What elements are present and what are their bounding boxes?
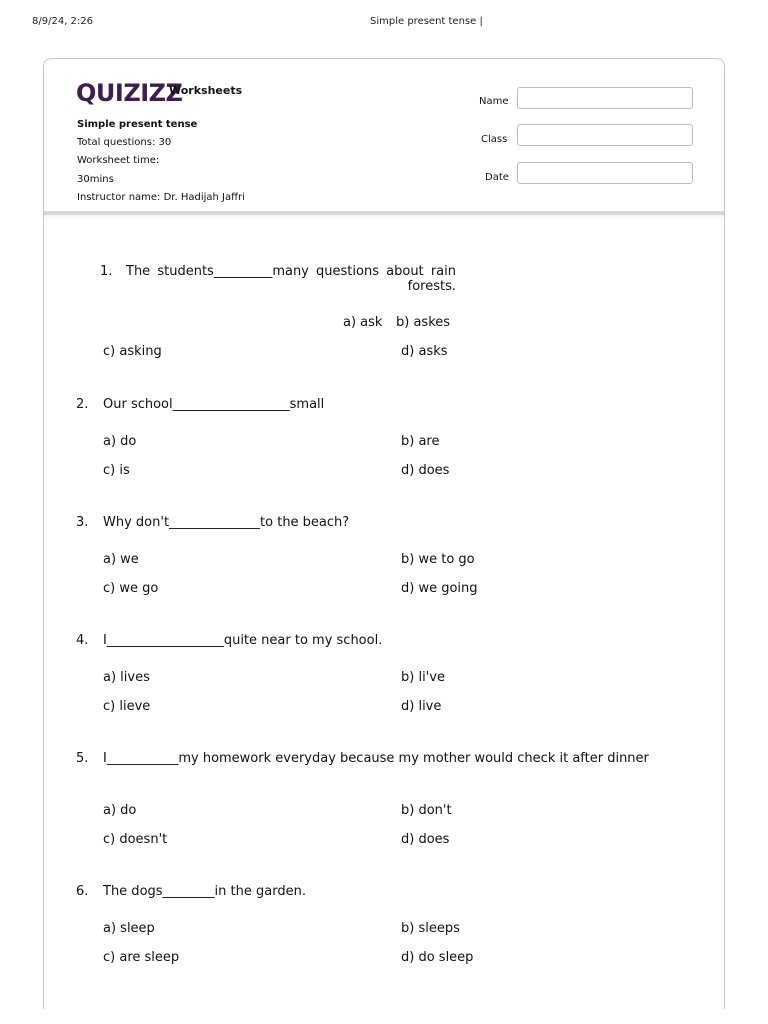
option-c[interactable]: c) is — [103, 463, 130, 478]
option-a[interactable]: a) ask — [343, 315, 383, 330]
option-a[interactable]: a) sleep — [103, 921, 155, 936]
option-a[interactable]: a) do — [103, 434, 137, 449]
option-b[interactable]: b) are — [401, 434, 440, 449]
option-b[interactable]: b) we to go — [401, 552, 475, 567]
option-c[interactable]: c) doesn't — [103, 832, 168, 847]
option-a[interactable]: a) lives — [103, 670, 150, 685]
option-d[interactable]: d) do sleep — [401, 950, 474, 965]
option-c[interactable]: c) lieve — [103, 699, 151, 714]
option-c[interactable]: c) we go — [103, 581, 159, 596]
question-number: 6. — [76, 884, 89, 899]
date-field[interactable] — [517, 162, 693, 184]
question-text: Our school__________________small — [103, 397, 325, 412]
quizizz-logo: QUIZIZZ — [76, 79, 183, 107]
question-number: 2. — [76, 397, 89, 412]
question-text: The students_________many questions about rain forests. — [126, 264, 456, 294]
question-number: 5. — [76, 751, 89, 766]
option-b[interactable]: b) askes — [396, 315, 451, 330]
option-c[interactable]: c) asking — [103, 344, 162, 359]
option-b[interactable]: b) don't — [401, 803, 452, 818]
option-b[interactable]: b) li've — [401, 670, 445, 685]
instructor-name: Instructor name: Dr. Hadijah Jaffri — [77, 192, 245, 203]
option-d[interactable]: d) we going — [401, 581, 478, 596]
option-d[interactable]: d) does — [401, 832, 450, 847]
worksheet-header — [44, 59, 724, 215]
print-header — [0, 16, 768, 32]
option-b[interactable]: b) sleeps — [401, 921, 460, 936]
option-c[interactable]: c) are sleep — [103, 950, 180, 965]
question-text: I___________my homework everyday because my mother would check it after dinner — [103, 751, 649, 766]
option-d[interactable]: d) live — [401, 699, 442, 714]
name-field[interactable] — [517, 87, 693, 109]
question-text: The dogs________in the garden. — [103, 884, 306, 899]
question-number: 4. — [76, 633, 89, 648]
class-field[interactable] — [517, 124, 693, 146]
question-number: 3. — [76, 515, 89, 530]
print-title: Simple present tense | — [370, 16, 483, 27]
date-label: Date — [485, 172, 509, 183]
brand-subtitle: Worksheets — [169, 84, 243, 97]
worksheet-page — [43, 58, 725, 1009]
class-label: Class — [481, 134, 508, 145]
question-text: I__________________quite near to my school. — [103, 633, 383, 648]
total-questions: Total questions: 30 — [77, 137, 172, 148]
question-text: Why don't______________to the beach? — [103, 515, 350, 530]
option-d[interactable]: d) asks — [401, 344, 448, 359]
option-a[interactable]: a) do — [103, 803, 137, 818]
print-date: 8/9/24, 2:26 — [32, 16, 94, 27]
worksheet-time-label: Worksheet time: — [77, 155, 160, 166]
option-a[interactable]: a) we — [103, 552, 139, 567]
worksheet-time-value: 30mins — [77, 174, 114, 185]
name-label: Name — [479, 96, 509, 107]
worksheet-title: Simple present tense — [77, 119, 198, 130]
question-number: 1. — [100, 264, 113, 279]
option-d[interactable]: d) does — [401, 463, 450, 478]
